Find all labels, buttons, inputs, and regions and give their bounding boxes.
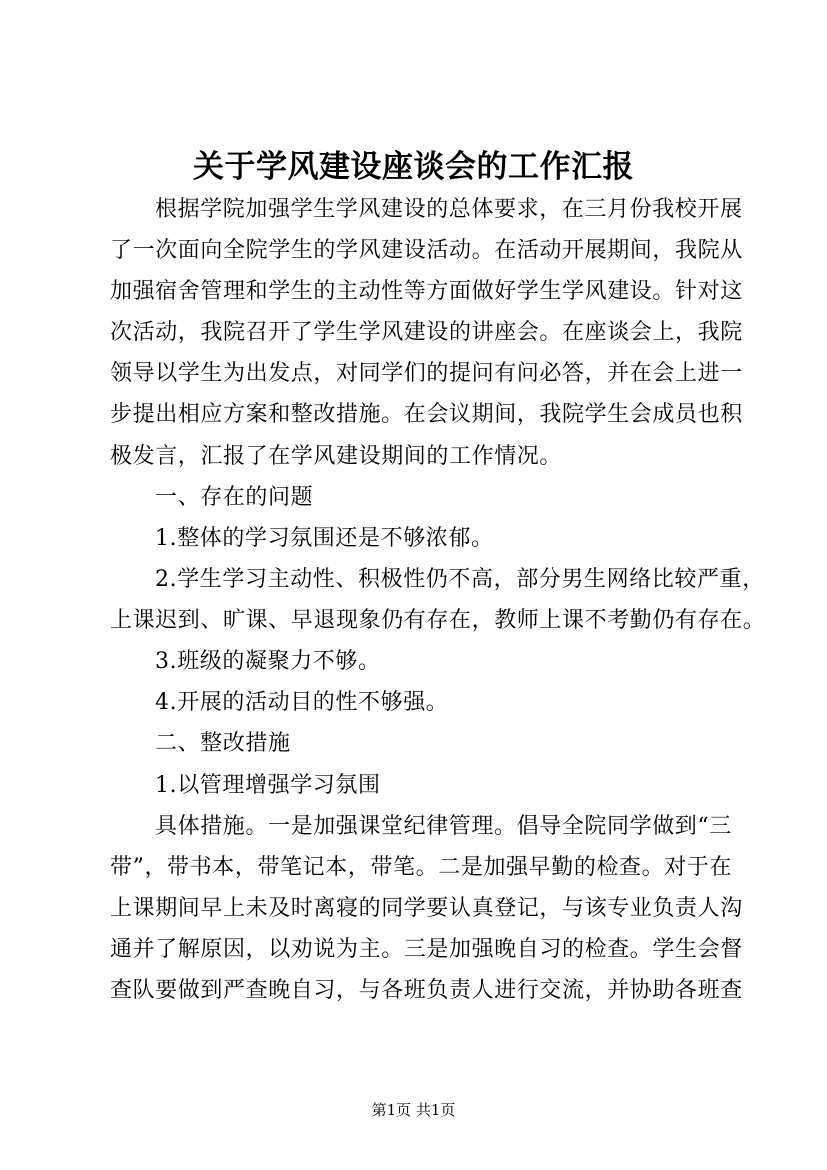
- list-item-continuation: 上课迟到、旷课、早退现象仍有存在，教师上课不考勤仍有存在。: [110, 608, 766, 633]
- paragraph-line: 通并了解原因，以劝说为主。三是加强晚自习的检查。学生会督: [110, 937, 743, 962]
- paragraph-line: 具体措施。一是加强课堂纪律管理。倡导全院同学做到“三: [155, 814, 732, 839]
- list-item: 3.班级的凝聚力不够。: [155, 649, 381, 674]
- subsection-heading: 1.以管理增强学习氛围: [155, 773, 381, 798]
- paragraph-line: 领导以学生为出发点，对同学们的提问有问必答，并在会上进一: [110, 361, 743, 386]
- section-heading: 二、整改措施: [155, 731, 291, 756]
- paragraph-line: 带”，带书本，带笔记本，带笔。二是加强早勤的检查。对于在: [110, 855, 733, 880]
- paragraph-line: 加强宿舍管理和学生的主动性等方面做好学生学风建设。针对这: [110, 279, 743, 304]
- paragraph-line: 根据学院加强学生学风建设的总体要求，在三月份我校开展: [155, 197, 743, 222]
- paragraph-line: 步提出相应方案和整改措施。在会议期间，我院学生会成员也积: [110, 402, 743, 427]
- section-heading: 一、存在的问题: [155, 485, 314, 510]
- document-title: 关于学风建设座谈会的工作汇报: [193, 149, 634, 185]
- paragraph-line: 极发言，汇报了在学风建设期间的工作情况。: [110, 444, 563, 469]
- list-item: 4.开展的活动目的性不够强。: [155, 690, 449, 715]
- paragraph-line: 查队要做到严查晚自习，与各班负责人进行交流，并协助各班查: [110, 978, 743, 1003]
- paragraph-line: 次活动，我院召开了学生学风建设的讲座会。在座谈会上，我院: [110, 320, 743, 345]
- paragraph-line: 上课期间早上未及时离寝的同学要认真登记，与该专业负责人沟: [110, 896, 743, 921]
- paragraph-line: 了一次面向全院学生的学风建设活动。在活动开展期间，我院从: [110, 238, 743, 263]
- list-item: 1.整体的学习氛围还是不够浓郁。: [155, 526, 494, 551]
- page-number-footer: 第1页 共1页: [371, 1101, 456, 1119]
- list-item: 2.学生学习主动性、积极性仍不高，部分男生网络比较严重，: [155, 567, 765, 592]
